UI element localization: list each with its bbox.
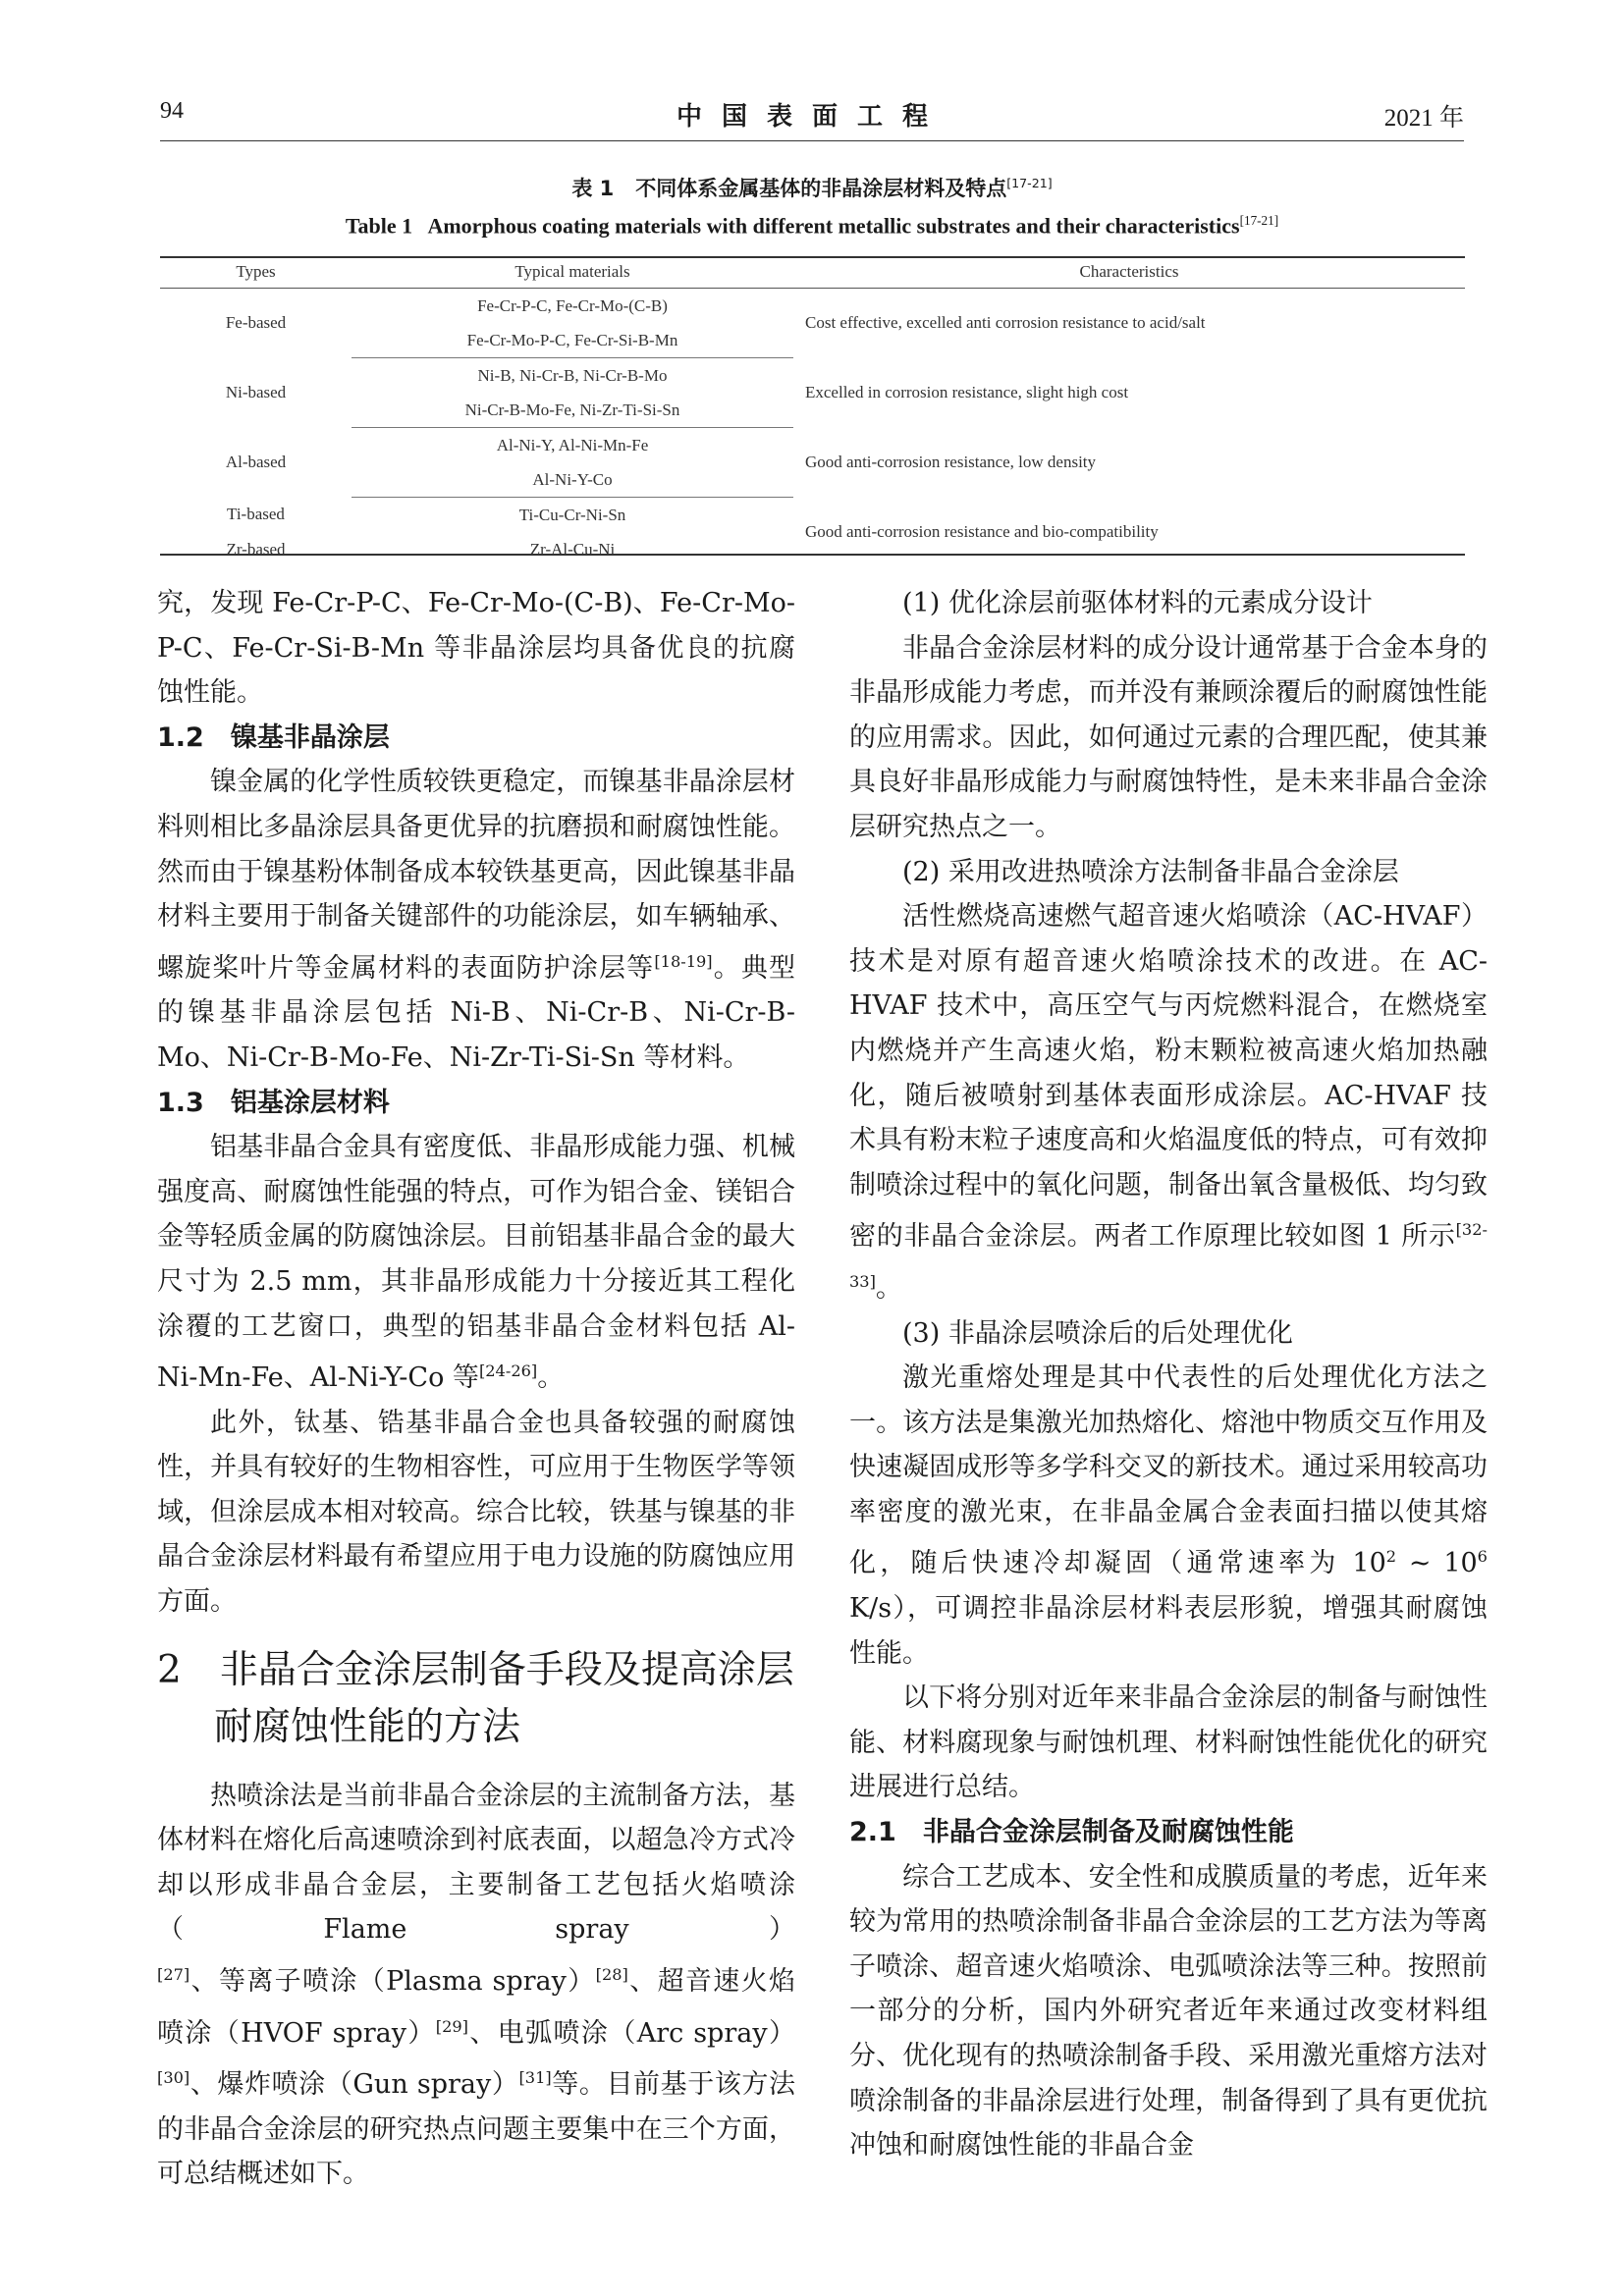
table-row	[160, 289, 1465, 324]
exponent: 2	[1385, 1547, 1397, 1567]
table-title-en: Amorphous coating materials with different metallic substrates and their characteristics	[427, 213, 1240, 239]
cell-type: Ni-based	[225, 383, 287, 401]
citation: [31]	[518, 2068, 552, 2088]
cell-material: Al-Ni-Y, Al-Ni-Mn-Fe	[496, 435, 649, 454]
paragraph-fe-cont: 究，发现 Fe-Cr-P-C、Fe-Cr-Mo-(C-B)、Fe-Cr-Mo-P-C、Fe-Cr-Si-B-Mn 等非晶涂层均具备优良的抗腐蚀性能。	[157, 588, 795, 709]
section-heading-2-1: 2.1 非晶合金涂层制备及耐腐蚀性能	[849, 1817, 1294, 1848]
text-run: 、等离子喷涂（Plasma spray）	[189, 1966, 596, 1998]
text-run: 、超音速火焰喷涂（HVOF spray）	[157, 1966, 796, 2049]
cell-material: Zr-Al-Cu-Ni	[529, 539, 616, 559]
paragraph-ti-zr: 此外，钛基、锆基非晶合金也具备较强的耐腐蚀性，并具有较好的生物相容性，可应用于生物医学等领域，但涂层成本相对较高。综合比较，铁基与镍基的非晶合金涂层材料最有希望应用于电力设施的防腐蚀应用方面。	[157, 1407, 795, 1618]
cell-material: Ni-Cr-B-Mo-Fe, Ni-Zr-Ti-Si-Sn	[352, 393, 793, 428]
header-rule	[160, 140, 1464, 141]
table-header-row	[160, 256, 1465, 289]
cell-material: Ti-Cu-Cr-Ni-Sn	[518, 505, 626, 524]
table-title-cn: 不同体系金属基体的非晶涂层材料及特点	[635, 177, 1007, 200]
paragraph-thermal-spray	[157, 1774, 795, 2197]
cell-characteristics: Cost effective, excelled anti corrosion resistance to acid/salt	[805, 313, 1206, 333]
page-header	[160, 98, 1464, 141]
cell-material: Fe-Cr-P-C, Fe-Cr-Mo-(C-B)	[477, 295, 668, 315]
paragraph-summary: 以下将分别对近年来非晶合金涂层的制备与耐蚀性能、材料腐现象与耐蚀机理、材料耐蚀性能优化的研究进展进行总结。	[849, 1682, 1488, 1803]
paragraph-ni	[157, 760, 795, 1080]
cell-type: Ti-based	[227, 505, 285, 524]
right-column	[849, 581, 1488, 2168]
text-run: 铝基非晶合金具有密度低、非晶形成能力强、机械强度高、耐腐蚀性能强的特点，可作为铝合金、镁铝合金等轻质金属的防腐蚀涂层。目前铝基非晶合金的最大尺寸为 2.5 mm，其非晶形成能力十分接近其工程化涂覆的工艺窗口，典型的铝基非晶合金材料包括 Al-Ni-Mn-Fe、Al-Ni-Y-Co 等	[157, 1132, 795, 1394]
paragraph-ac-hvaf	[849, 894, 1488, 1310]
text-run: 活性燃烧高速燃气超音速火焰喷涂（AC-HVAF）技术是对原有超音速火焰喷涂技术的改进。在 AC-HVAF 技术中，高压空气与丙烷燃料混合，在燃烧室内燃烧并产生高速火焰，粉末颗粒被高速火焰加热融化，随后被喷射到基体表面形成涂层。AC-HVAF 技术具有粉末粒子速度高和火焰温度低的特点，可有效抑制喷涂过程中的氧化问题，制备出氧含量极低、均匀致密的非晶合金涂层。两者工作原理比较如图 1 所示	[849, 901, 1488, 1253]
cell-type: Fe-based	[225, 313, 287, 333]
journal-name: 中国表面工程	[676, 102, 947, 132]
text-run: 。典型的镍基非晶涂层包括 Ni-B、Ni-Cr-B、Ni-Cr-B-Mo、Ni-Cr-B-Mo-Fe、Ni-Zr-Ti-Si-Sn 等材料。	[157, 952, 796, 1073]
citation: [27]	[157, 1965, 190, 1985]
citation: [24-26]	[478, 1362, 538, 1381]
cell-characteristics: Good anti-corrosion resistance and bio-compatibility	[805, 521, 1159, 541]
table-caption-cn	[0, 173, 1624, 202]
list-item-2: (2) 采用改进热喷涂方法制备非晶合金涂层	[902, 856, 1399, 887]
page-number: 94	[160, 98, 184, 124]
cell-type: Al-based	[225, 453, 287, 471]
text-run: ~ 10	[1396, 1548, 1478, 1579]
section-heading-1-2: 1.2 镍基非晶涂层	[157, 721, 390, 753]
citation: [32-33]	[849, 1220, 1488, 1291]
table-caption-en	[0, 213, 1624, 239]
text-run: 、电弧喷涂（Arc spray）	[467, 2017, 795, 2049]
list-item-1: (1) 优化涂层前驱体材料的元素成分设计	[902, 588, 1373, 618]
header-characteristics: Characteristics	[793, 256, 1465, 289]
text-run: 热喷涂法是当前非晶合金涂层的主流制备方法，基体材料在熔化后高速喷涂到衬底表面，以超急冷方式冷却以形成非晶合金层，主要制备工艺包括火焰喷涂（Flame spray）	[157, 1780, 795, 1946]
cell-material: Ni-B, Ni-Cr-B, Ni-Cr-B-Mo	[477, 365, 668, 385]
text-run: 。	[875, 1272, 902, 1304]
paragraph-al	[157, 1125, 795, 1401]
cell-material: Fe-Cr-Mo-P-C, Fe-Cr-Si-B-Mn	[352, 323, 793, 358]
exponent: 6	[1477, 1547, 1488, 1567]
cell-material: Al-Ni-Y-Co	[352, 462, 793, 498]
table-row	[160, 428, 1465, 463]
header-types: Types	[160, 256, 352, 289]
journal-year: 2021 年	[1383, 105, 1464, 132]
section-heading-2: 2 非晶合金涂层制备手段及提高涂层耐腐蚀性能的方法	[157, 1647, 794, 1749]
citation: [18-19]	[654, 951, 713, 971]
text-run: 。	[537, 1362, 565, 1394]
table-bottom-rule	[160, 554, 1465, 556]
paragraph-process: 综合工艺成本、安全性和成膜质量的考虑，近年来较为常用的热喷涂制备非晶合金涂层的工艺方法为等离子喷涂、超音速火焰喷涂、电弧喷涂法等三种。按照前一部分的分析，国内外研究者近年来通过改变材料组分、优化现有的热喷涂制备手段、采用激光重熔方法对喷涂制备的非晶涂层进行处理，制备得到了具有更优抗冲蚀和耐腐蚀性能的非晶合金	[849, 1861, 1488, 2162]
list-item-3: (3) 非晶涂层喷涂后的后处理优化	[902, 1317, 1293, 1349]
text-run: K/s），可调控非晶涂层材料表层形貌，增强其耐腐蚀性能。	[849, 1593, 1488, 1669]
citation: [29]	[435, 2016, 468, 2036]
materials-table	[160, 256, 1465, 566]
header-materials: Typical materials	[352, 256, 793, 289]
text-run: 等。目前基于该方法的非晶合金涂层的研究热点问题主要集中在三个方面，可总结概述如下。	[157, 2069, 796, 2190]
citation: [30]	[157, 2068, 190, 2088]
section-heading-1-3: 1.3 铝基涂层材料	[157, 1087, 390, 1118]
table-cite-cn: [17-21]	[1006, 176, 1053, 190]
text-run: 镍金属的化学性质较铁更稳定，而镍基非晶涂层材料则相比多晶涂层具备更优异的抗磨损和耐腐蚀性能。然而由于镍基粉体制备成本较铁基更高，因此镍基非晶材料主要用于制备关键部件的功能涂层，如车辆轴承、螺旋桨叶片等金属材料的表面防护涂层等	[157, 767, 795, 984]
paragraph-composition: 非晶合金涂层材料的成分设计通常基于合金本身的非晶形成能力考虑，而并没有兼顾涂覆后的耐腐蚀性能的应用需求。因此，如何通过元素的合理匹配，使其兼具良好非晶形成能力与耐腐蚀特性，是未来非晶合金涂层研究热点之一。	[849, 632, 1488, 842]
text-run: 激光重熔处理是其中代表性的后处理优化方法之一。该方法是集激光加热熔化、熔池中物质交互作用及快速凝固成形等多学科交叉的新技术。通过采用较高功率密度的激光束，在非晶金属合金表面扫描以使其熔化，随后快速冷却凝固（通常速率为 10	[849, 1362, 1488, 1579]
text-run: 、爆炸喷涂（Gun spray）	[189, 2069, 519, 2101]
left-column	[157, 581, 795, 2197]
cell-characteristics: Excelled in corrosion resistance, slight high cost	[805, 383, 1129, 401]
table-cite-en: [17-21]	[1239, 213, 1279, 228]
table-row	[160, 358, 1465, 394]
citation: [28]	[595, 1965, 628, 1985]
paragraph-laser	[849, 1356, 1488, 1676]
table-label-en: Table 1	[345, 213, 413, 239]
table-label-cn: 表 1	[571, 177, 615, 200]
table-row	[160, 498, 1465, 533]
cell-characteristics: Good anti-corrosion resistance, low density	[805, 453, 1097, 471]
cell-type: Zr-based	[226, 539, 286, 559]
